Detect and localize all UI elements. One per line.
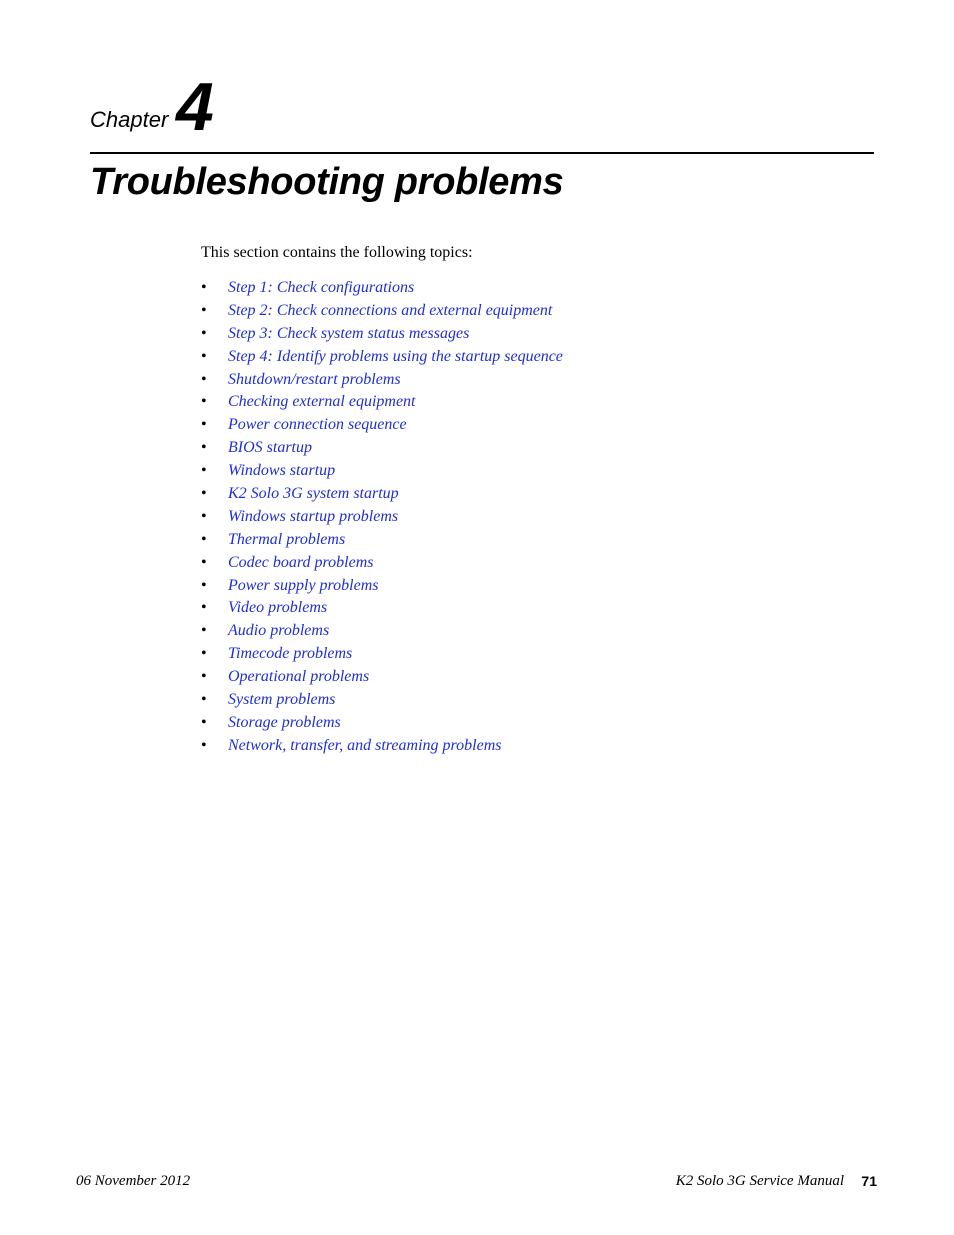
bullet-icon: • <box>201 530 207 548</box>
list-item <box>201 484 563 507</box>
list-item <box>201 507 563 530</box>
topic-link[interactable]: Windows startup problems <box>228 507 399 525</box>
list-item <box>201 621 563 644</box>
topic-link[interactable]: Power connection sequence <box>228 416 407 434</box>
list-item <box>201 598 563 621</box>
list-item <box>201 324 563 347</box>
bullet-icon: • <box>201 507 207 525</box>
list-item <box>201 690 563 713</box>
chapter-number: 4 <box>176 69 214 145</box>
list-item <box>201 461 563 484</box>
topic-link[interactable]: Step 2: Check connections and external equipment <box>228 301 553 319</box>
bullet-icon: • <box>201 279 207 296</box>
list-item <box>201 644 563 667</box>
footer-date: 06 November 2012 <box>76 1173 191 1189</box>
list-item <box>201 347 563 370</box>
topic-link[interactable]: Windows startup <box>228 462 336 480</box>
list-item <box>201 278 563 301</box>
bullet-icon: • <box>201 576 207 594</box>
bullet-icon: • <box>201 668 207 686</box>
list-item <box>201 713 563 736</box>
chapter-label: Chapter <box>90 107 169 132</box>
list-item <box>201 415 563 438</box>
list-item <box>201 301 563 324</box>
topic-link[interactable]: Checking external equipment <box>228 393 416 411</box>
topic-link[interactable]: Step 3: Check system status messages <box>228 324 470 342</box>
bullet-icon: • <box>201 370 207 388</box>
bullet-icon: • <box>201 393 207 411</box>
topic-link[interactable]: Audio problems <box>228 622 330 640</box>
page-number: 71 <box>861 1173 877 1189</box>
topic-link[interactable]: BIOS startup <box>228 439 312 457</box>
bullet-icon: • <box>201 347 207 365</box>
bullet-icon: • <box>201 622 207 640</box>
topic-link[interactable]: Network, transfer, and streaming problems <box>228 736 502 754</box>
list-item <box>201 736 563 759</box>
topic-link[interactable]: System problems <box>228 691 336 709</box>
list-item <box>201 576 563 599</box>
bullet-icon: • <box>201 416 207 434</box>
topic-list <box>201 278 563 759</box>
topic-link[interactable]: Shutdown/restart problems <box>228 370 401 388</box>
footer-manual-title: K2 Solo 3G Service Manual <box>675 1173 844 1189</box>
topic-link[interactable]: Timecode problems <box>228 645 353 663</box>
bullet-icon: • <box>201 439 207 457</box>
topic-link[interactable]: Step 4: Identify problems using the startup sequence <box>228 347 563 365</box>
bullet-icon: • <box>201 485 207 503</box>
topic-link[interactable]: Thermal problems <box>228 530 346 548</box>
topic-link[interactable]: Video problems <box>228 599 328 617</box>
topic-link[interactable]: Step 1: Check configurations <box>228 279 415 296</box>
bullet-icon: • <box>201 301 207 319</box>
list-item <box>201 392 563 415</box>
topic-link[interactable]: Power supply problems <box>228 576 379 594</box>
intro-text: This section contains the following topics: <box>201 244 473 261</box>
bullet-icon: • <box>201 713 207 731</box>
bullet-icon: • <box>201 736 207 754</box>
topic-link[interactable]: Codec board problems <box>228 553 374 571</box>
list-item <box>201 553 563 576</box>
topic-link[interactable]: K2 Solo 3G system startup <box>228 485 399 503</box>
bullet-icon: • <box>201 599 207 617</box>
list-item <box>201 530 563 553</box>
topic-link[interactable]: Storage problems <box>228 713 341 731</box>
topic-link[interactable]: Operational problems <box>228 668 370 686</box>
title-rule <box>90 152 874 154</box>
list-item <box>201 370 563 393</box>
bullet-icon: • <box>201 645 207 663</box>
bullet-icon: • <box>201 691 207 709</box>
page-title: Troubleshooting problems <box>90 161 564 203</box>
list-item <box>201 667 563 690</box>
bullet-icon: • <box>201 553 207 571</box>
bullet-icon: • <box>201 324 207 342</box>
bullet-icon: • <box>201 462 207 480</box>
list-item <box>201 438 563 461</box>
